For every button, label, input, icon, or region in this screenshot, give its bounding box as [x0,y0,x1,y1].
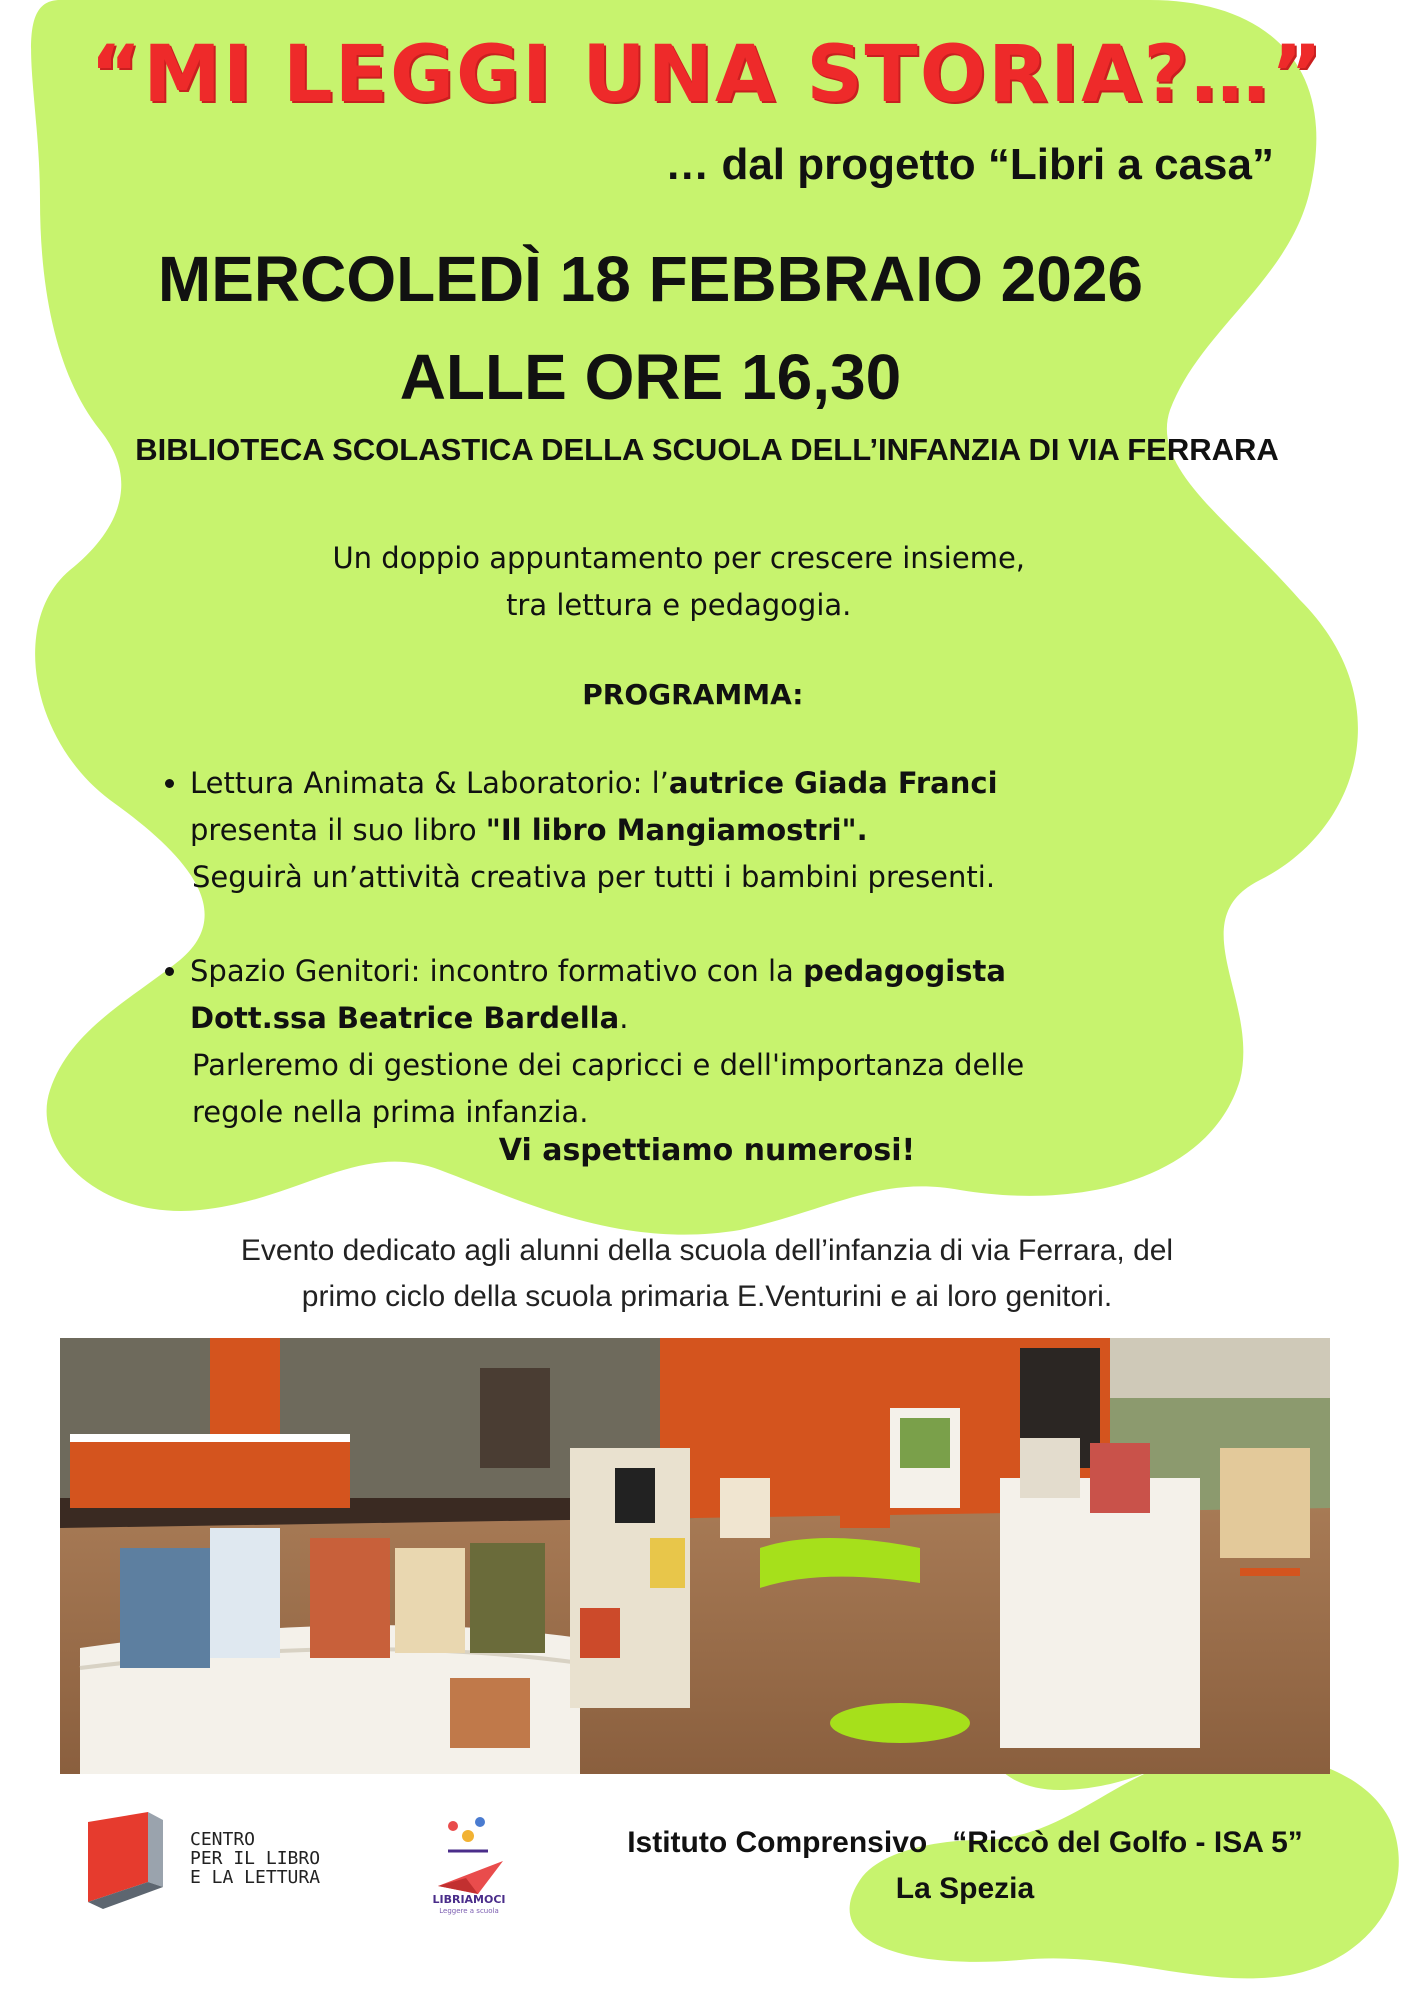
event-date: MERCOLEDÌ 18 FEBBRAIO 2026 [157,243,1144,315]
item2-line3: Parleremo di gestione dei capricci e dell'importanza delle [192,1048,1025,1082]
intro-line-2: tra lettura e pedagogia. [506,588,852,622]
event-time: ALLE ORE 16,30 [399,341,902,413]
library-photo [60,1338,1330,1774]
poster-title: “MI LEGGI UNA STORIA?…” [89,30,1325,120]
intro-text [0,535,1386,629]
event-venue: BIBLIOTECA SCOLASTICA DELLA SCUOLA DELL’INFANZIA DI VIA FERRARA [135,432,1279,467]
cepell-line-2: PER IL LIBRO [190,1848,321,1869]
cepell-line-1: CENTRO [190,1829,256,1850]
program-item-reading [150,760,1280,901]
programma-heading: PROGRAMMA: [582,678,804,711]
libriamoci-name: LIBRIAMOCI [432,1893,506,1906]
intro-line-1: Un doppio appuntamento per crescere insieme, [332,541,1026,575]
item1-line3: Seguirà un’attività creativa per tutti i bambini presenti. [192,860,996,894]
library-photo-illustration [60,1338,1330,1774]
event-line-1: Evento dedicato agli alunni della scuola dell’infanzia di via Ferrara, del [240,1234,1174,1267]
item1-line1-text: Lettura Animata & Laboratorio: l’ [190,766,669,800]
school-line-2: La Spezia [895,1872,1035,1905]
item2-speaker: Dott.ssa Beatrice Bardella [190,1001,620,1035]
school-name [550,1820,1380,1912]
item2-period: . [619,1001,629,1035]
school-line-1: Istituto Comprensivo “Riccò del Golfo - ISA 5” [627,1826,1303,1859]
closing-text: Vi aspettiamo numerosi! [498,1133,916,1168]
item1-book-title: "Il libro Mangiamostri". [485,813,868,847]
program-item-parents [150,948,1280,1136]
event-line-2: primo ciclo della scuola primaria E.Venturini e ai loro genitori. [301,1280,1113,1313]
cepell-logo-text [190,1830,320,1887]
event-description [0,1228,1414,1320]
item1-author: autrice Giada Franci [668,766,998,800]
poster-subtitle: … dal progetto “Libri a casa” [665,140,1274,189]
cepell-line-3: E LA LETTURA [190,1867,321,1888]
libriamoci-tagline: Leggere a scuola [439,1907,499,1915]
item2-line1-text: Spazio Genitori: incontro formativo con la [190,954,804,988]
item1-line2-text: presenta il suo libro [190,813,486,847]
item2-line4: regole nella prima infanzia. [192,1095,589,1129]
item2-role: pedagogista [803,954,1006,988]
